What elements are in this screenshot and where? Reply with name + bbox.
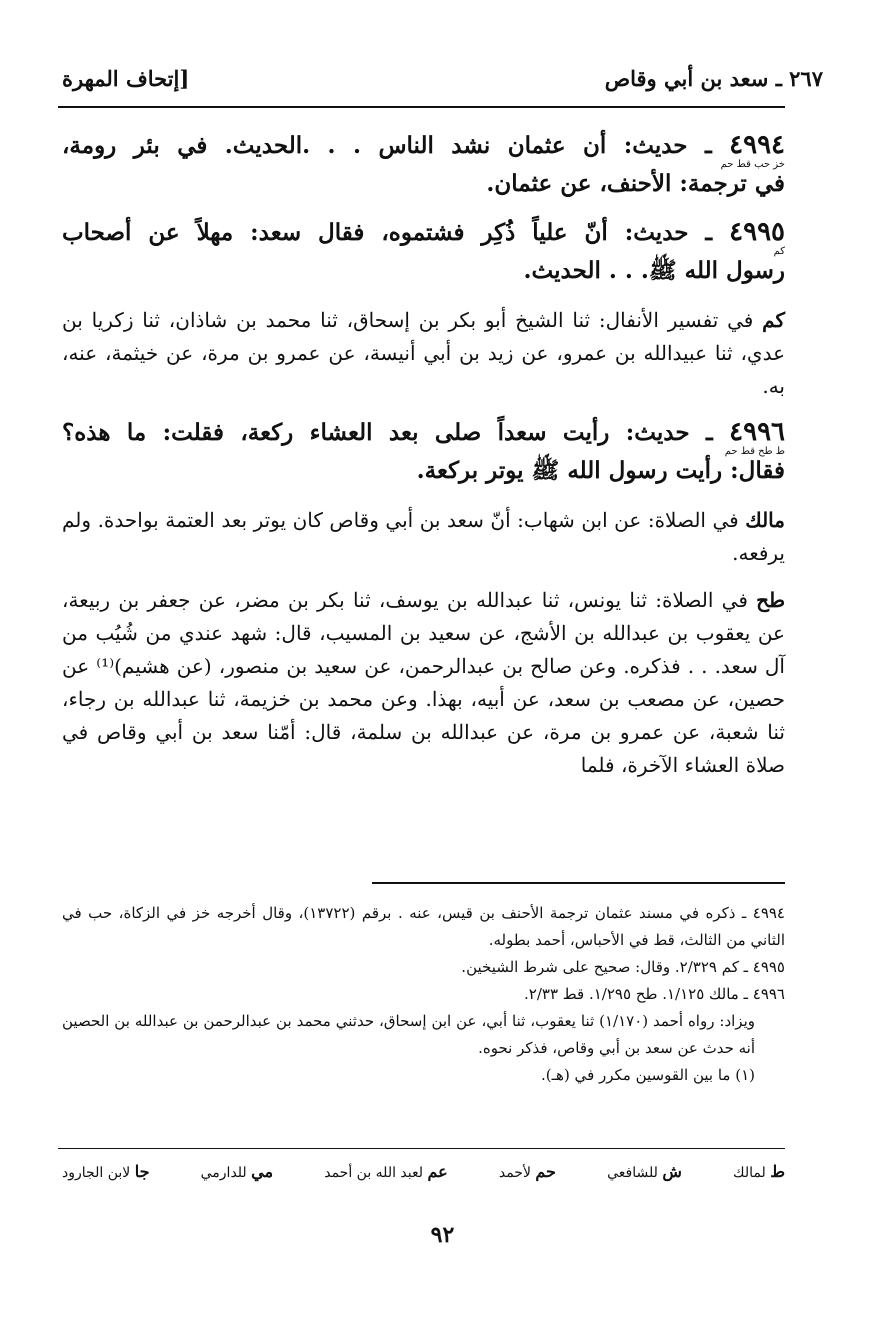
entry-text-continued: في ترجمة: الأحنف، عن عثمان. [486,170,785,197]
entry-text-continued: رسول الله ﷺ. . . الحديث. [523,257,785,284]
footnote-4995: ٤٩٩٥ ـ كم ٢/٣٢٩. وقال: صحيح على شرط الشيخين. [461,958,785,976]
abbreviations-rule [58,1148,785,1149]
abbreviations-key [62,1162,785,1192]
paragraph-text: في الصلاة: ثنا يونس، ثنا عبدالله بن يوسف، ثنا بكر بن مضر، عن جعفر بن ربيعة، عن يعقوب بن عبدالله بن الأشج، عن سعيد بن المسيب، قال: شهد عندي من شُيُب من آل سعد. . . فذكره. وعن صالح بن عبدالرحمن، عن سعيد بن منصور، (عن هشيم)⁽¹⁾ عن حصين، عن مصعب بن سعد، عن أبيه، بهذا. وعن محمد بن خزيمة، ثنا عبدالله بن رجاء، ثنا شعبة، عن عمرو بن مرة، عن عبدالله بن سلمة، قال: أمّنا سعد بن أبي وقاص في صلاة العشاء الآخرة، فلما [62,588,785,777]
source-sigla: ط طح قط حم [724,446,785,457]
hadith-entry-4994 [62,130,785,199]
isnad-paragraph-tahawi [62,584,785,782]
footnote-addition: ويزاد: رواه أحمد (١/١٧٠) ثنا يعقوب، ثنا أبي، عن ابن إسحاق، حدثني محمد بن عبدالرحمن بن عبدالله بن الحصين أنه حدث عن سعد بن أبي وقاص، فذكر نحوه. [62,1012,755,1057]
abbr-item: مي للدارمي [200,1162,274,1181]
entry-number: ٤٩٩٦ [729,417,785,447]
footnotes [62,900,785,1089]
abbr-item: ط لمالك [733,1162,785,1181]
source-sigla: خز حب قط حم [720,159,785,170]
footnote-rule [372,882,785,884]
source-tag: كم [762,308,785,332]
entry-text: ـ حديث: أنّ علياً ذُكِر فشتموه، فقال سعد: مهلاً عن أصحاب [62,219,730,246]
abbr-item: ش للشافعي [607,1162,682,1181]
source-tag: مالك [745,508,785,532]
isnad-paragraph-kam [62,304,785,403]
source-tag: طح [756,588,785,612]
entry-text-continued: فقال: رأيت رسول الله ﷺ يوتر بركعة. [416,457,785,484]
entry-text: ـ حديث: أن عثمان نشد الناس . . .الحديث. في بئر رومة، [62,132,730,159]
entry-number: ٤٩٩٤ [729,130,785,160]
main-text [62,130,785,796]
paragraph-text: في تفسير الأنفال: ثنا الشيخ أبو بكر بن إسحاق، ثنا محمد بن شاذان، ثنا زكريا بن عدي، ثنا عبيدالله بن عمرو، عن زيد بن أبي أنيسة، عن عمرو بن مرة، عن خيثمة، عنه، به. [62,308,785,398]
header-rule [58,106,785,108]
abbr-item: جا لابن الجارود [62,1162,150,1181]
entry-number: ٤٩٩٥ [729,217,785,247]
isnad-paragraph-malik [62,504,785,570]
entry-text: ـ حديث: رأيت سعداً صلى بعد العشاء ركعة، فقلت: ما هذه؟ [62,419,730,446]
page-number: ٩٢ [430,1222,455,1248]
paragraph-text: في الصلاة: عن ابن شهاب: أنّ سعد بن أبي وقاص كان يوتر بعد العتمة بواحدة. ولم يرفعه. [62,508,785,565]
header-chapter: ٢٦٧ ـ سعد بن أبي وقاص [604,65,823,91]
abbr-item: حم لأحمد [498,1162,556,1181]
hadith-entry-4996 [62,417,785,486]
footnote-1: (١) ما بين القوسين مكرر في (هـ). [541,1066,755,1084]
footnote-4996: ٤٩٩٦ ـ مالك ١/١٢٥. طح ١/٢٩٥. قط ٢/٣٣. [524,985,785,1003]
running-header [62,58,823,98]
header-book-title: [إتحاف المهرة [62,65,190,91]
abbr-item: عم لعبد الله بن أحمد [324,1162,448,1181]
hadith-entry-4995 [62,217,785,286]
footnote-4994: ٤٩٩٤ ـ ذكره في مسند عثمان ترجمة الأحنف بن قيس، عنه . برقم (١٣٧٢٢)، وقال أخرجه خز في الزكاة، حب في الثاني من الثالث، قط في الأحباس، أحمد بطوله. [62,904,785,949]
source-sigla: كم [773,246,785,257]
